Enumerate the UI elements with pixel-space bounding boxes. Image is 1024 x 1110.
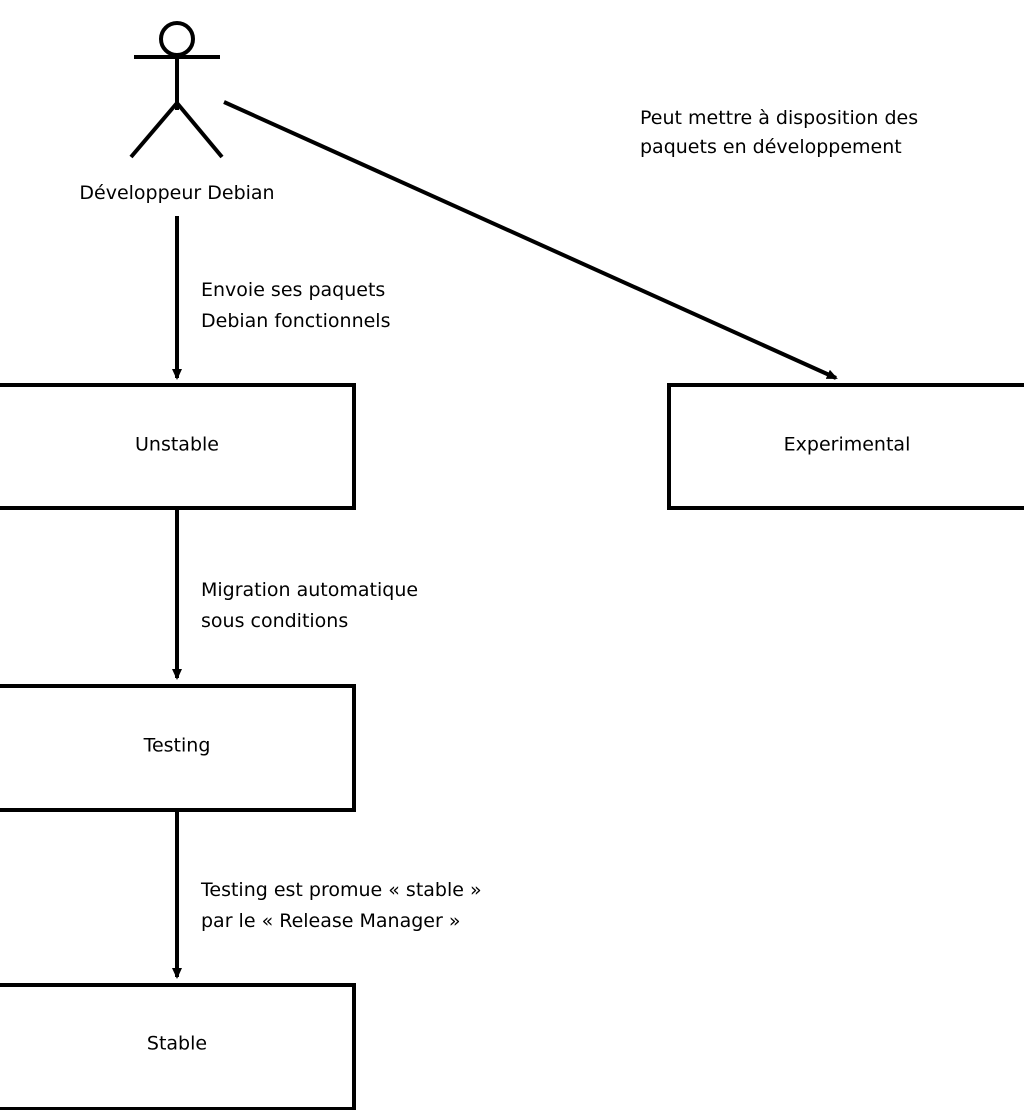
node-testing-label: Testing	[143, 734, 211, 757]
node-unstable	[0, 385, 354, 508]
edge-dev-to-experimental	[224, 102, 918, 378]
node-testing	[0, 686, 354, 810]
edge-dev-to-unstable-label-line2: Debian fonctionnels	[201, 310, 391, 332]
actor-right-leg-line	[177, 103, 222, 157]
edge-testing-to-stable-label-line1: Testing est promue « stable »	[201, 879, 482, 901]
edge-dev-to-unstable-label-line1: Envoie ses paquets	[201, 279, 386, 301]
node-experimental-label: Experimental	[783, 433, 911, 456]
edge-unstable-to-testing-label-line1: Migration automatique	[201, 579, 419, 601]
actor-label: Développeur Debian	[79, 182, 275, 204]
node-stable	[0, 985, 354, 1109]
edge-unstable-to-testing	[177, 508, 418, 678]
edge-dev-to-experimental-label-line2: paquets en développement	[640, 136, 902, 158]
edge-unstable-to-testing-label-line2: sous conditions	[201, 610, 349, 632]
edge-testing-to-stable	[177, 810, 482, 977]
node-stable-label: Stable	[146, 1032, 208, 1055]
actor-head-icon	[161, 23, 193, 55]
actor-left-leg-line	[131, 103, 177, 157]
node-unstable-label: Unstable	[135, 433, 219, 456]
edge-dev-to-experimental-label-line1: Peut mettre à disposition des	[640, 107, 919, 129]
edge-testing-to-stable-label-line2: par le « Release Manager »	[201, 910, 461, 932]
edge-dev-to-unstable	[177, 216, 391, 378]
node-experimental	[669, 385, 1024, 508]
